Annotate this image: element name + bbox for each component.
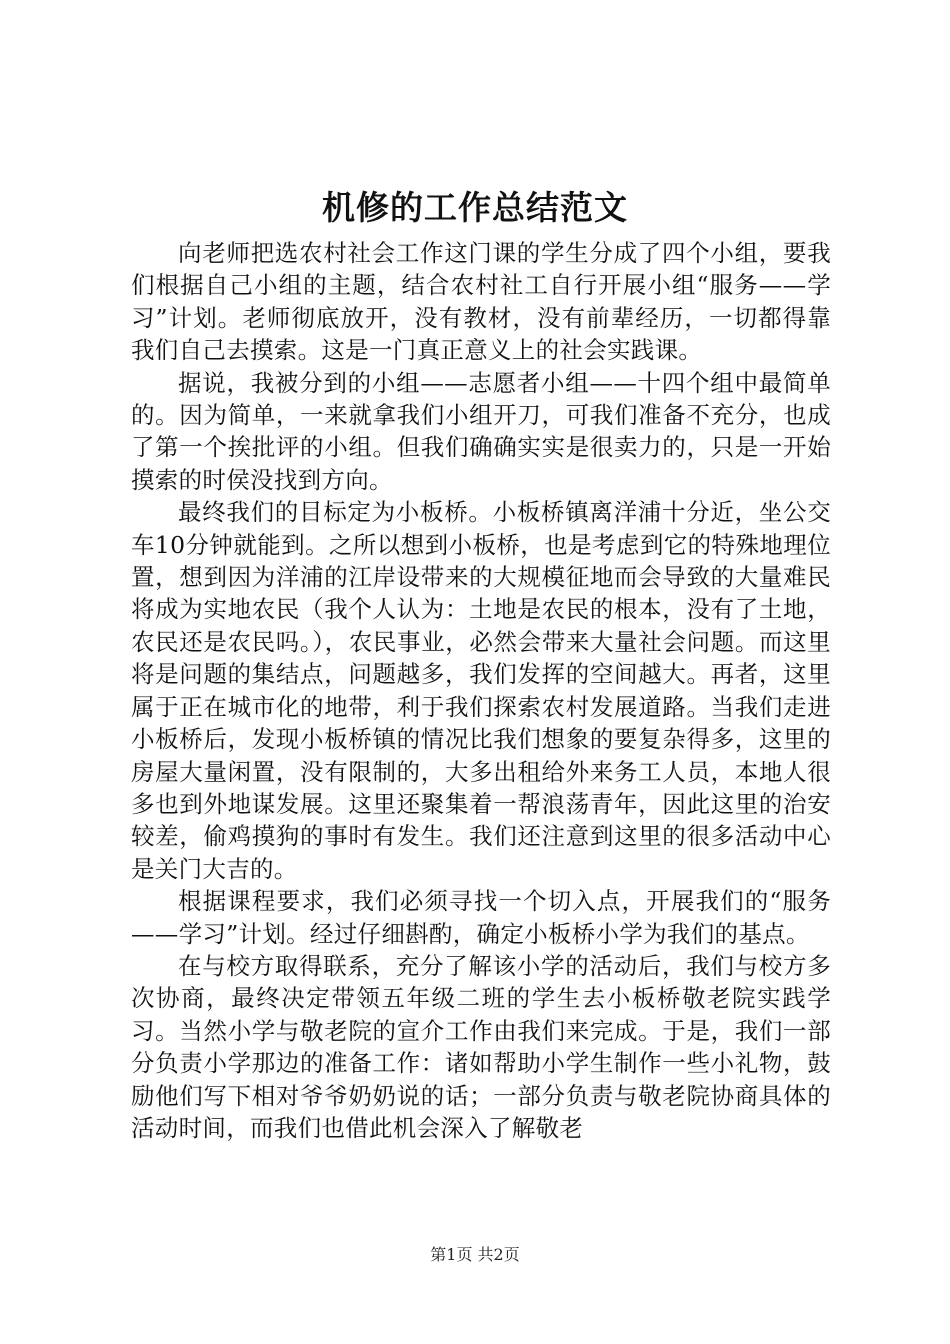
paragraph-4: 根据课程要求，我们必须寻找一个切入点，开展我们的“服务——学习”计划。经过仔细斟酌，确定小板桥小学为我们的基点。 — [131, 887, 831, 948]
paragraph-3: 最终我们的目标定为小板桥。小板桥镇离洋浦十分近，坐公交车10分钟就能到。之所以想到小板桥，也是考虑到它的特殊地理位置，想到因为洋浦的江岸设带来的大规模征地而会导致的大量难民将成为实地农民（我个人认为：土地是农民的根本，没有了土地，农民还是农民吗。），农民事业，必然会带来大量社会问题。而这里将是问题的集结点，问题越多，我们发挥的空间越大。再者，这里属于正在城市化的地带，利于我们探索农村发展道路。当我们走进小板桥后，发现小板桥镇的情况比我们想象的要复杂得多，这里的房屋大量闲置，没有限制的，大多出租给外来务工人员，本地人很多也到外地谋发展。这里还聚集着一帮浪荡青年，因此这里的治安较差，偷鸡摸狗的事时有发生。我们还注意到这里的很多活动中心是关门大吉的。 — [131, 498, 831, 883]
paragraph-2: 据说，我被分到的小组——志愿者小组——十四个组中最简单的。因为简单，一来就拿我们小组开刀，可我们准备不充分，也成了第一个挨批评的小组。但我们确确实实是很卖力的，只是一开始摸索的时侯没找到方向。 — [131, 368, 831, 494]
document-body — [131, 237, 831, 1144]
page-footer: 第1页 共2页 — [430, 1245, 520, 1264]
document-title: 机修的工作总结范文 — [322, 188, 628, 227]
paragraph-5: 在与校方取得联系，充分了解该小学的活动后，我们与校方多次协商，最终决定带领五年级二班的学生去小板桥敬老院实践学习。当然小学与敬老院的宣介工作由我们来完成。于是，我们一部分负责小学那边的准备工作：诸如帮助小学生制作一些小礼物，鼓励他们写下相对爷爷奶奶说的话；一部分负责与敬老院协商具体的活动时间，而我们也借此机会深入了解敬老 — [131, 951, 831, 1142]
paragraph-1: 向老师把选农村社会工作这门课的学生分成了四个小组，要我们根据自己小组的主题，结合农村社工自行开展小组“服务——学习”计划。老师彻底放开，没有教材，没有前辈经历，一切都得靠我们自己去摸索。这是一门真正意义上的社会实践课。 — [131, 239, 831, 365]
